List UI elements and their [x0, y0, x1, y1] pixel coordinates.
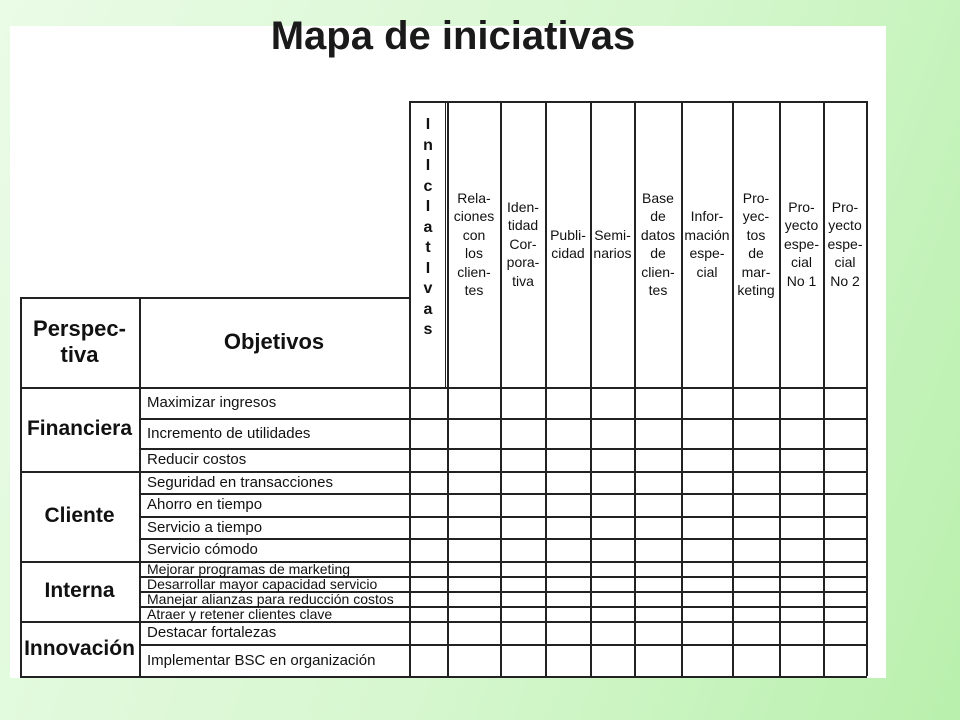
matrix-cell[interactable]	[448, 419, 500, 448]
matrix-cell[interactable]	[635, 472, 681, 493]
row-border	[20, 676, 867, 678]
perspective-1: Cliente	[44, 504, 115, 527]
matrix-cell[interactable]	[591, 539, 634, 561]
matrix-cell[interactable]	[733, 449, 779, 471]
matrix-cell[interactable]	[410, 645, 447, 676]
matrix-cell[interactable]	[410, 577, 447, 591]
matrix-cell[interactable]	[824, 419, 866, 448]
matrix-cell[interactable]	[682, 494, 732, 516]
matrix-cell[interactable]	[635, 419, 681, 448]
matrix-cell[interactable]	[635, 645, 681, 676]
matrix-cell[interactable]	[733, 388, 779, 418]
matrix-cell[interactable]	[501, 539, 545, 561]
objective-1-3: Servicio cómodo	[147, 541, 258, 558]
matrix-cell[interactable]	[780, 562, 823, 576]
objective-0-2: Reducir costos	[147, 451, 247, 468]
matrix-cell[interactable]	[448, 494, 500, 516]
matrix-cell[interactable]	[682, 562, 732, 576]
matrix-cell[interactable]	[448, 517, 500, 538]
perspective-0: Financiera	[26, 417, 133, 440]
matrix-cell[interactable]	[824, 539, 866, 561]
perspectiva-header: Perspec- tiva	[33, 316, 126, 367]
matrix-cell[interactable]	[824, 577, 866, 591]
matrix-cell[interactable]	[501, 622, 545, 644]
matrix-cell[interactable]	[780, 592, 823, 606]
matrix-cell[interactable]	[410, 517, 447, 538]
matrix-cell[interactable]	[682, 388, 732, 418]
matrix-cell[interactable]	[501, 388, 545, 418]
objective-3-0: Destacar fortalezas	[147, 624, 277, 641]
matrix-cell[interactable]	[448, 449, 500, 471]
objetivos-header: Objetivos	[223, 329, 325, 354]
initiative-header-6: Infor- mación espe- cial	[684, 208, 730, 280]
iniciativas-vertical-header: I n I c I a t I v a s	[423, 116, 433, 338]
matrix-cell[interactable]	[824, 388, 866, 418]
initiative-header-9: Pro- yecto espe- cial No 2	[827, 198, 863, 289]
matrix-cell[interactable]	[448, 607, 500, 621]
matrix-cell[interactable]	[546, 419, 590, 448]
matrix-cell[interactable]	[635, 592, 681, 606]
matrix-cell[interactable]	[448, 539, 500, 561]
matrix-cell[interactable]	[410, 562, 447, 576]
matrix-cell[interactable]	[824, 607, 866, 621]
matrix-cell[interactable]	[682, 449, 732, 471]
matrix-cell[interactable]	[733, 419, 779, 448]
matrix-cell[interactable]	[501, 494, 545, 516]
matrix-cell[interactable]	[682, 419, 732, 448]
matrix-cell[interactable]	[591, 419, 634, 448]
matrix-cell[interactable]	[546, 577, 590, 591]
objective-1-1: Ahorro en tiempo	[147, 496, 263, 513]
matrix-cell[interactable]	[546, 592, 590, 606]
matrix-cell[interactable]	[501, 449, 545, 471]
matrix-cell[interactable]	[733, 539, 779, 561]
matrix-cell[interactable]	[410, 592, 447, 606]
matrix-cell[interactable]	[591, 388, 634, 418]
matrix-cell[interactable]	[635, 388, 681, 418]
matrix-cell[interactable]	[824, 449, 866, 471]
matrix-cell[interactable]	[410, 539, 447, 561]
matrix-cell[interactable]	[546, 622, 590, 644]
matrix-cell[interactable]	[591, 517, 634, 538]
matrix-cell[interactable]	[682, 592, 732, 606]
matrix-cell[interactable]	[410, 419, 447, 448]
objective-1-2: Servicio a tiempo	[147, 518, 263, 536]
matrix-cell[interactable]	[591, 449, 634, 471]
matrix-cell[interactable]	[501, 419, 545, 448]
matrix-cell[interactable]	[546, 388, 590, 418]
matrix-cell[interactable]	[824, 517, 866, 538]
matrix-cell[interactable]	[546, 517, 590, 538]
matrix-cell[interactable]	[682, 622, 732, 644]
objective-3-1: Implementar BSC en organización	[147, 651, 376, 669]
matrix-cell[interactable]	[824, 592, 866, 606]
matrix-cell[interactable]	[780, 419, 823, 448]
matrix-cell[interactable]	[591, 494, 634, 516]
matrix-cell[interactable]	[591, 577, 634, 591]
matrix-cell[interactable]	[501, 645, 545, 676]
initiative-header-8: Pro- yecto espe- cial No 1	[783, 198, 820, 289]
page-title: Mapa de iniciativas	[270, 14, 636, 58]
matrix-cell[interactable]	[501, 562, 545, 576]
matrix-cell[interactable]	[635, 449, 681, 471]
matrix-cell[interactable]	[733, 577, 779, 591]
matrix-cell[interactable]	[448, 562, 500, 576]
objective-2-0: Mejorar programas de marketing	[147, 560, 351, 577]
matrix-cell[interactable]	[448, 645, 500, 676]
matrix-cell[interactable]	[591, 472, 634, 493]
matrix-cell[interactable]	[448, 472, 500, 493]
matrix-cell[interactable]	[733, 494, 779, 516]
matrix-cell[interactable]	[733, 562, 779, 576]
matrix-cell[interactable]	[410, 494, 447, 516]
initiative-header-4: Semi- narios	[593, 226, 632, 261]
matrix-cell[interactable]	[824, 645, 866, 676]
matrix-cell[interactable]	[733, 517, 779, 538]
matrix-cell[interactable]	[591, 622, 634, 644]
column-border	[866, 101, 868, 676]
matrix-cell[interactable]	[546, 539, 590, 561]
matrix-cell[interactable]	[546, 562, 590, 576]
matrix-cell[interactable]	[682, 577, 732, 591]
matrix-cell[interactable]	[635, 577, 681, 591]
matrix-cell[interactable]	[410, 472, 447, 493]
objective-2-3: Atraer y retener clientes clave	[147, 605, 333, 622]
initiative-header-5: Base de datos de clien- tes	[640, 189, 676, 298]
matrix-cell[interactable]	[733, 472, 779, 493]
objective-0-1: Incremento de utilidades	[147, 424, 311, 442]
matrix-cell[interactable]	[501, 577, 545, 591]
matrix-cell[interactable]	[733, 592, 779, 606]
matrix-cell[interactable]	[410, 388, 447, 418]
matrix-cell[interactable]	[448, 388, 500, 418]
matrix-cell[interactable]	[501, 607, 545, 621]
matrix-cell[interactable]	[682, 539, 732, 561]
matrix-cell[interactable]	[733, 645, 779, 676]
matrix-cell[interactable]	[546, 449, 590, 471]
matrix-cell[interactable]	[780, 494, 823, 516]
matrix-cell[interactable]	[591, 607, 634, 621]
matrix-cell[interactable]	[591, 645, 634, 676]
matrix-cell[interactable]	[448, 577, 500, 591]
initiative-header-2: Iden- tidad Cor- pora- tiva	[506, 198, 540, 289]
matrix-cell[interactable]	[501, 472, 545, 493]
matrix-cell[interactable]	[501, 592, 545, 606]
matrix-cell[interactable]	[635, 562, 681, 576]
matrix-cell[interactable]	[682, 517, 732, 538]
matrix-cell[interactable]	[410, 449, 447, 471]
matrix-cell[interactable]	[780, 577, 823, 591]
matrix-cell[interactable]	[546, 472, 590, 493]
objective-1-0: Seguridad en transacciones	[147, 473, 333, 491]
initiative-header-3: Publi- cidad	[550, 226, 586, 261]
matrix-cell[interactable]	[780, 539, 823, 561]
matrix-cell[interactable]	[733, 622, 779, 644]
matrix-cell[interactable]	[824, 494, 866, 516]
matrix-cell[interactable]	[501, 517, 545, 538]
initiative-header-7: Pro- yec- tos de mar- keting	[737, 189, 775, 298]
matrix-cell[interactable]	[635, 622, 681, 644]
matrix-cell[interactable]	[546, 645, 590, 676]
matrix-cell[interactable]	[448, 622, 500, 644]
matrix-cell[interactable]	[682, 472, 732, 493]
perspective-3: Innovación	[24, 636, 135, 660]
matrix-cell[interactable]	[635, 607, 681, 621]
matrix-cell[interactable]	[824, 622, 866, 644]
matrix-cell[interactable]	[780, 388, 823, 418]
matrix-cell[interactable]	[635, 517, 681, 538]
objective-0-0: Maximizar ingresos	[147, 394, 277, 411]
matrix-cell[interactable]	[591, 592, 634, 606]
matrix-cell[interactable]	[546, 607, 590, 621]
initiative-header-1: Rela- ciones con los clien- tes	[453, 189, 495, 298]
matrix-cell[interactable]	[780, 607, 823, 621]
matrix-cell[interactable]	[780, 472, 823, 493]
matrix-cell[interactable]	[448, 592, 500, 606]
matrix-cell[interactable]	[824, 562, 866, 576]
matrix-cell[interactable]	[780, 449, 823, 471]
matrix-cell[interactable]	[733, 607, 779, 621]
perspective-2: Interna	[44, 579, 115, 602]
matrix-cell[interactable]	[410, 607, 447, 621]
matrix-cell[interactable]	[591, 562, 634, 576]
matrix-cell[interactable]	[635, 494, 681, 516]
matrix-cell[interactable]	[780, 622, 823, 644]
matrix-cell[interactable]	[682, 645, 732, 676]
matrix-cell[interactable]	[824, 472, 866, 493]
matrix-cell[interactable]	[410, 622, 447, 644]
matrix-cell[interactable]	[546, 494, 590, 516]
objective-2-1: Desarrollar mayor capacidad servicio	[147, 575, 378, 592]
objective-2-2: Manejar alianzas para reducción costos	[147, 590, 394, 607]
matrix-cell[interactable]	[682, 607, 732, 621]
matrix-cell[interactable]	[635, 539, 681, 561]
matrix-cell[interactable]	[780, 517, 823, 538]
matrix-cell[interactable]	[780, 645, 823, 676]
